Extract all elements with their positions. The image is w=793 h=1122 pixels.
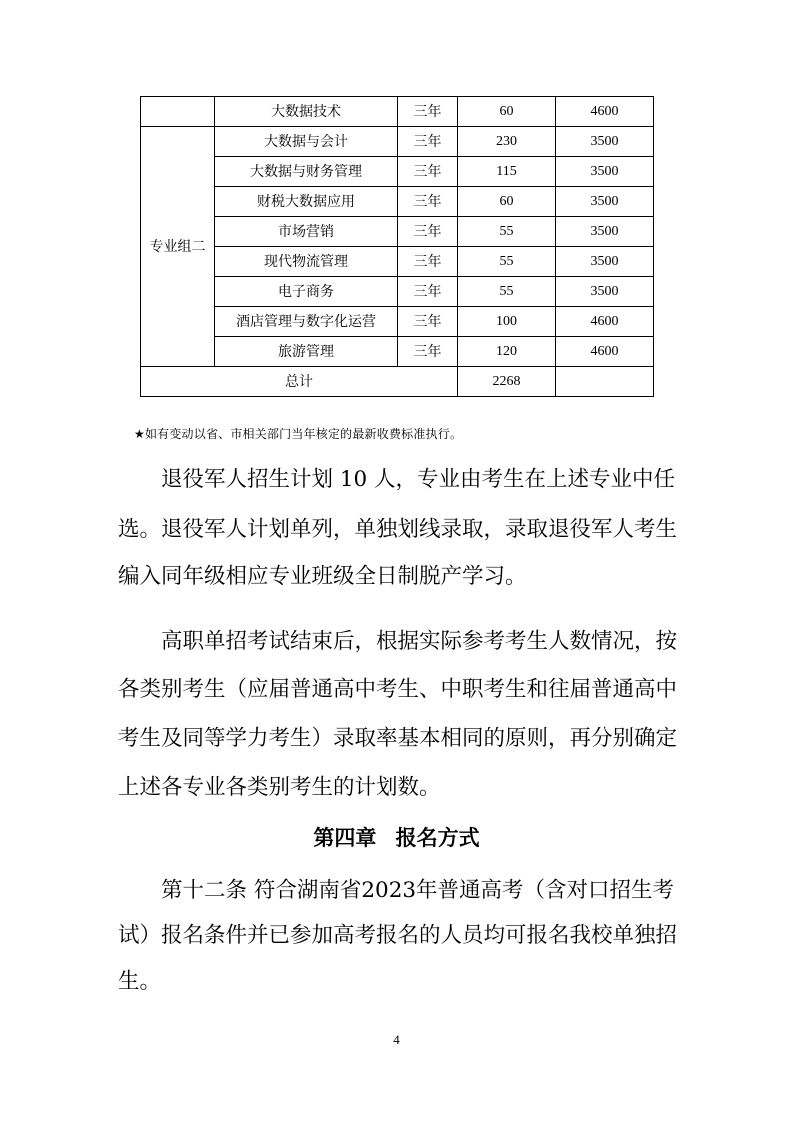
count-cell: 60 (458, 187, 556, 217)
years-cell: 三年 (398, 217, 458, 247)
fee-cell: 3500 (556, 127, 654, 157)
group-label-cell: 专业组二 (141, 127, 215, 367)
major-cell: 市场营销 (215, 217, 398, 247)
table-row (141, 247, 654, 277)
fee-cell: 4600 (556, 97, 654, 127)
major-cell: 大数据与财务管理 (215, 157, 398, 187)
fee-cell: 3500 (556, 157, 654, 187)
table-row (141, 187, 654, 217)
years-cell: 三年 (398, 277, 458, 307)
fee-cell: 3500 (556, 217, 654, 247)
years-cell: 三年 (398, 157, 458, 187)
paragraph-line: 各类别考生（应届普通高中考生、中职考生和往届普通高中 (118, 677, 678, 702)
years-cell: 三年 (398, 247, 458, 277)
major-cell: 现代物流管理 (215, 247, 398, 277)
major-cell: 财税大数据应用 (215, 187, 398, 217)
major-cell: 电子商务 (215, 277, 398, 307)
fee-cell: 4600 (556, 337, 654, 367)
count-cell: 120 (458, 337, 556, 367)
count-cell: 115 (458, 157, 556, 187)
fee-cell: 3500 (556, 277, 654, 307)
total-value-cell: 2268 (458, 367, 556, 397)
count-cell: 100 (458, 307, 556, 337)
years-cell: 三年 (398, 307, 458, 337)
group-cell-empty (141, 97, 215, 127)
paragraph-line: 上述各专业各类别考生的计划数。 (118, 775, 441, 800)
table-total-row (141, 367, 654, 397)
major-cell: 旅游管理 (215, 337, 398, 367)
paragraph-line: 第十二条 符合湖南省2023年普通高考（含对口招生考 (161, 878, 675, 903)
fee-cell: 4600 (556, 307, 654, 337)
paragraph-line: 高职单招考试结束后，根据实际参考考生人数情况，按 (161, 629, 678, 654)
table-row (141, 307, 654, 337)
fee-cell: 3500 (556, 187, 654, 217)
paragraph-line: 选。退役军人计划单列，单独划线录取，录取退役军人考生 (118, 517, 678, 542)
fee-note: ★如有变动以省、市相关部门当年核定的最新收费标准执行。 (134, 427, 463, 441)
years-cell: 三年 (398, 337, 458, 367)
table-row (141, 337, 654, 367)
total-fee-cell-empty (556, 367, 654, 397)
paragraph-line: 试）报名条件并已参加高考报名的人员均可报名我校单独招 (118, 923, 678, 948)
paragraph-line: 退役军人招生计划 10 人，专业由考生在上述专业中任 (161, 467, 676, 492)
paragraph-line: 考生及同等学力考生）录取率基本相同的原则，再分别确定 (118, 726, 678, 751)
major-cell: 大数据技术 (215, 97, 398, 127)
enrollment-plan-table (140, 96, 654, 397)
page-number: 4 (393, 1032, 400, 1047)
fee-cell: 3500 (556, 247, 654, 277)
years-cell: 三年 (398, 97, 458, 127)
major-cell: 大数据与会计 (215, 127, 398, 157)
paragraph-line: 生。 (118, 969, 162, 994)
years-cell: 三年 (398, 187, 458, 217)
table-row (141, 97, 654, 127)
count-cell: 55 (458, 247, 556, 277)
chapter-heading: 第四章 报名方式 (313, 825, 480, 850)
years-cell: 三年 (398, 127, 458, 157)
count-cell: 60 (458, 97, 556, 127)
table-row (141, 277, 654, 307)
total-label-cell: 总计 (141, 367, 458, 397)
table-row (141, 127, 654, 157)
count-cell: 55 (458, 277, 556, 307)
major-cell: 酒店管理与数字化运营 (215, 307, 398, 337)
count-cell: 230 (458, 127, 556, 157)
table-row (141, 157, 654, 187)
table-row (141, 217, 654, 247)
paragraph-line: 编入同年级相应专业班级全日制脱产学习。 (118, 564, 527, 589)
count-cell: 55 (458, 217, 556, 247)
